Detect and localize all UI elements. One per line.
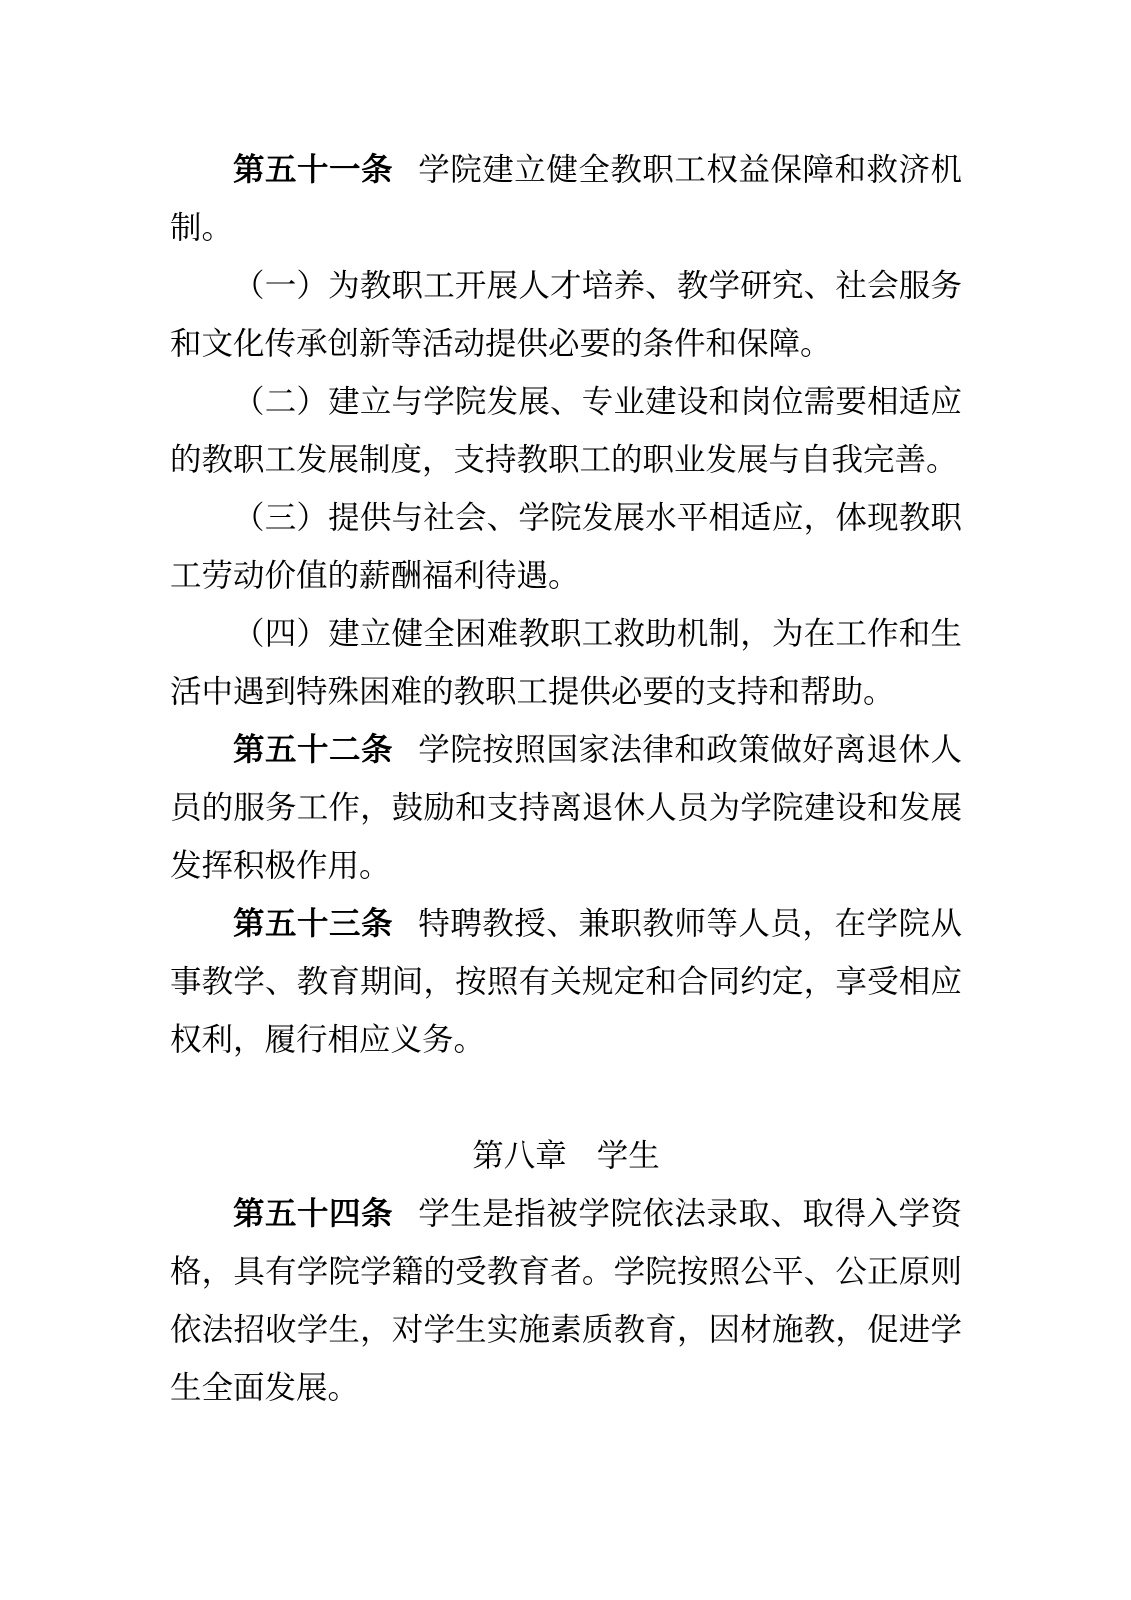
paragraph-article-53 (170, 894, 962, 1068)
article-54-number: 第五十四条 (233, 1195, 394, 1231)
chapter-number: 第八章 (472, 1137, 567, 1173)
article-53-text: 特聘教授、兼职教师等人员，在学院从事教学、教育期间，按照有关规定和合同约定，享受相应权利，履行相应义务。 (170, 905, 962, 1057)
article-51-number: 第五十一条 (233, 151, 394, 187)
item-4-text: （四）建立健全困难教职工救助机制，为在工作和生活中遇到特殊困难的教职工提供必要的支持和帮助。 (170, 615, 962, 709)
paragraph-article-51 (170, 140, 962, 256)
chapter-title: 学生 (596, 1137, 660, 1173)
article-51-text: 学院建立健全教职工权益保障和救济机制。 (170, 151, 962, 245)
item-2-text: （二）建立与学院发展、专业建设和岗位需要相适应的教职工发展制度，支持教职工的职业发展与自我完善。 (170, 383, 962, 477)
article-54-text: 学生是指被学院依法录取、取得入学资格，具有学院学籍的受教育者。学院按照公平、公正原则依法招收学生，对学生实施素质教育，因材施教，促进学生全面发展。 (170, 1195, 962, 1405)
article-52-text: 学院按照国家法律和政策做好离退休人员的服务工作，鼓励和支持离退休人员为学院建设和发展发挥积极作用。 (170, 731, 962, 883)
article-52-number: 第五十二条 (233, 731, 394, 767)
paragraph-article-54 (170, 1184, 962, 1416)
paragraph-item-3 (170, 488, 962, 604)
paragraph-item-1 (170, 256, 962, 372)
chapter-heading (170, 1126, 962, 1184)
article-53-number: 第五十三条 (233, 905, 394, 941)
item-1-text: （一）为教职工开展人才培养、教学研究、社会服务和文化传承创新等活动提供必要的条件和保障。 (170, 267, 962, 361)
paragraph-item-4 (170, 604, 962, 720)
blank-line (170, 1068, 962, 1126)
paragraph-item-2 (170, 372, 962, 488)
paragraph-article-52 (170, 720, 962, 894)
item-3-text: （三）提供与社会、学院发展水平相适应，体现教职工劳动价值的薪酬福利待遇。 (170, 499, 962, 593)
